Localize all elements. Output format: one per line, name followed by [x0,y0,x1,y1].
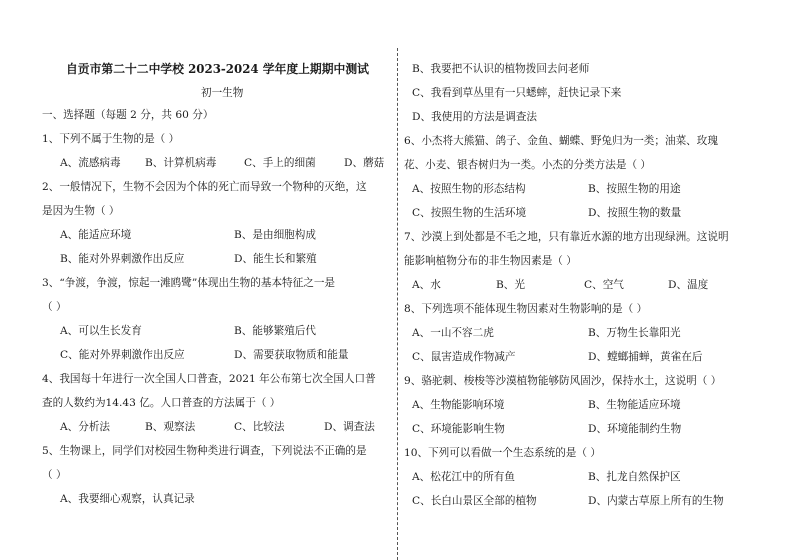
q3-option-d: D、需要获取物质和能量 [234,349,349,361]
q7-option-a: A、水 [412,279,441,291]
q7-option-c: C、空气 [584,279,624,291]
q9-option-d: D、环境能制约生物 [588,423,682,435]
q5-option-b: B、我要把不认识的植物拨回去问老师 [412,63,590,75]
q8-option-c: C、鼠害造成作物减产 [412,351,516,363]
q3-option-c: C、能对外界刺激作出反应 [60,349,185,361]
q5-option-a: A、我要细心观察，认真记录 [60,493,195,505]
question-1-stem: 1、下列不属于生物的是（ ） [42,133,180,145]
q10-option-b: B、扎龙自然保护区 [588,471,681,483]
q9-option-a: A、生物能影响环境 [412,399,505,411]
exam-subject: 初一生物 [201,87,244,99]
q2-option-c: B、能对外界刺激作出反应 [60,253,185,265]
q1-option-d: D、蘑菇 [344,157,385,169]
question-5-stem-line2: （ ） [42,469,67,481]
question-3-stem-line1: 3、“争渡，争渡，惊起一滩鸥鹭”体现出生物的基本特征之一是 [42,277,336,289]
q2-option-d: D、能生长和繁殖 [234,253,317,265]
q5-option-d: D、我使用的方法是调查法 [412,111,538,123]
q4-option-a: A、分析法 [60,421,111,433]
question-6-stem-line2: 花、小麦、银杏树归为一类。小杰的分类方法是（ ） [404,159,652,171]
q9-option-c: C、环境能影响生物 [412,423,505,435]
question-8-stem: 8、下列选项不能体现生物因素对生物影响的是（ ） [404,303,648,315]
column-divider [397,48,398,560]
q10-option-a: A、松花江中的所有鱼 [412,471,515,483]
question-7-stem-line2: 能影响植物分布的非生物因素是（ ） [404,255,577,267]
q3-option-b: B、能够繁殖后代 [234,325,316,337]
q6-option-c: C、按照生物的生活环境 [412,207,527,219]
q8-option-a: A、一山不容二虎 [412,327,494,339]
q7-option-b: B、光 [496,279,525,291]
q2-option-b: B、是由细胞构成 [234,229,316,241]
q1-option-a: A、流感病毒 [60,157,121,169]
question-3-stem-line2: （ ） [42,301,67,313]
question-2-stem-line1: 2、一般情况下，生物不会因为个体的死亡而导致一个物种的灭绝，这 [42,181,367,193]
left-column [38,0,398,560]
exam-title: 自贡市第二十二中学校 2023-2024 学年度上期期中测试 [66,62,369,76]
question-9-stem: 9、骆驼刺、梭梭等沙漠植物能够防风固沙，保持水土，这说明（ ） [404,375,722,387]
q1-option-c: C、手上的细菌 [244,157,316,169]
q6-option-b: B、按照生物的用途 [588,183,681,195]
question-7-stem-line1: 7、沙漠上到处都是不毛之地，只有靠近水源的地方出现绿洲。这说明 [404,231,729,243]
q5-option-c: C、我看到草丛里有一只蟋蟀，赶快记录下来 [412,87,622,99]
q6-option-d: D、按照生物的数量 [588,207,682,219]
q2-option-a: A、能适应环境 [60,229,132,241]
q8-option-b: B、万物生长靠阳光 [588,327,681,339]
q8-option-d: D、螳螂捕蝉，黄雀在后 [588,351,703,363]
q7-option-d: D、温度 [668,279,709,291]
q10-option-c: C、长白山景区全部的植物 [412,495,537,507]
q4-option-c: C、比较法 [234,421,285,433]
q3-option-a: A、可以生长发育 [60,325,142,337]
question-5-stem-line1: 5、生物课上，同学们对校园生物种类进行调查，下列说法不正确的是 [42,445,367,457]
q6-option-a: A、按照生物的形态结构 [412,183,526,195]
question-4-stem-line1: 4、我国每十年进行一次全国人口普查，2021 年公布第七次全国人口普 [42,373,376,385]
q4-option-d: D、调查法 [324,421,375,433]
question-4-stem-line2: 查的人数约为14.43 亿。人口普查的方法属于（ ） [42,397,281,409]
question-2-stem-line2: 是因为生物（ ） [42,205,120,217]
right-column [404,0,764,560]
section-heading: 一、选择题（每题 2 分，共 60 分） [42,109,214,121]
q10-option-d: D、内蒙古草原上所有的生物 [588,495,724,507]
q4-option-b: B、观察法 [145,421,196,433]
q9-option-b: B、生物能适应环境 [588,399,681,411]
question-10-stem: 10、下列可以看做一个生态系统的是（ ） [404,447,601,459]
question-6-stem-line1: 6、小杰将大熊猫、鸽子、金鱼、蝴蝶、野兔归为一类；油菜、玫瑰 [404,135,718,147]
q1-option-b: B、计算机病毒 [145,157,217,169]
